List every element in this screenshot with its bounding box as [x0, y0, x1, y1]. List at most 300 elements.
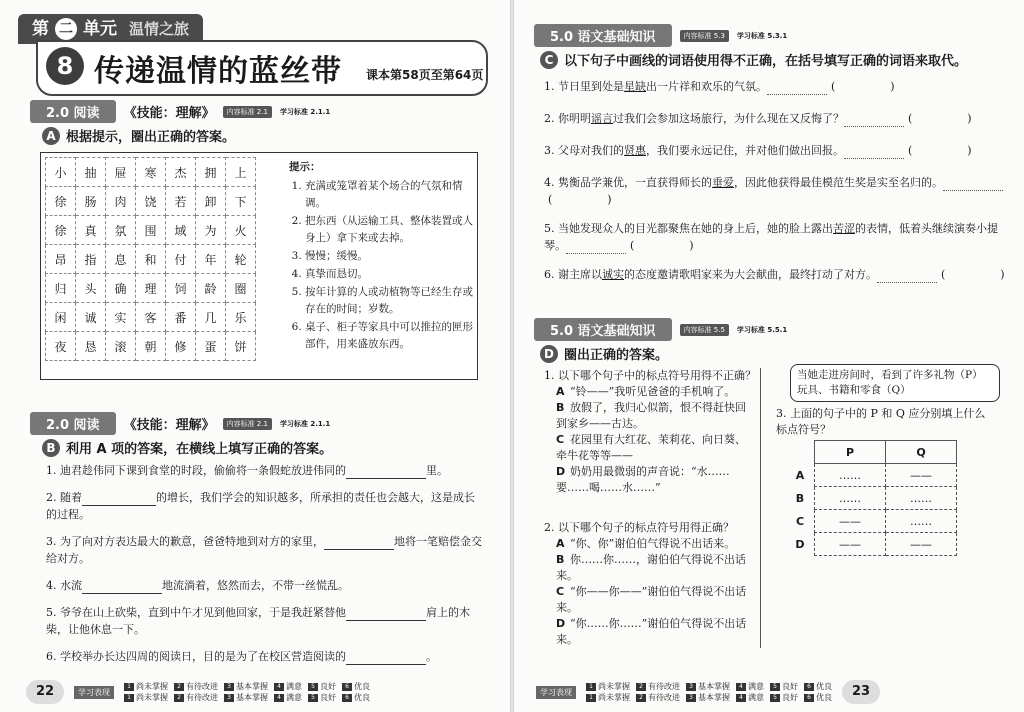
option-list	[544, 536, 756, 648]
rating-box-icon: 3	[686, 694, 696, 702]
answer-bracket[interactable]: ( )	[941, 268, 1005, 281]
underlined-word: 星缺	[624, 80, 646, 93]
grid-cell[interactable]: 若	[166, 187, 196, 216]
rating-item[interactable]	[124, 681, 168, 692]
rating-item[interactable]	[174, 692, 218, 703]
sentence-text: 的态度邀请歌唱家来为大会献曲，最终打动了对方。	[624, 268, 877, 281]
question-text: 的增长，我们学会的知识越多，所承担的责任也会越大，这是成长的过程。	[46, 491, 475, 521]
rating-item[interactable]	[174, 681, 218, 692]
pq-header: Q	[886, 441, 957, 464]
rating-label: 基本掌握	[698, 693, 730, 702]
question-text: 以下哪个句子中的标点符号用得不正确？	[558, 369, 756, 382]
option-text: 花园里有大红花、茉莉花、向日葵、牵牛花等等——	[556, 433, 746, 462]
option-item[interactable]	[544, 432, 756, 464]
underlined-word: 苦涩	[833, 222, 855, 235]
sentence-box: 当她走进房间时，看到了许多礼物（P）玩具、书籍和零食（Q）	[790, 364, 1000, 402]
grid-cell[interactable]: 理	[136, 274, 166, 303]
learning-standard: 学习标准 5.3.1	[736, 31, 788, 40]
rating-item[interactable]	[736, 692, 764, 703]
rating-item[interactable]	[686, 681, 730, 692]
pq-p-value: ……	[815, 487, 886, 510]
hint-item: 4. 真挚而恳切。	[305, 266, 473, 283]
item-number: 2.	[544, 112, 558, 125]
grid-cell[interactable]: 归	[46, 274, 76, 303]
grid-cell[interactable]: 火	[226, 216, 256, 245]
option-key: A	[556, 537, 565, 550]
rating-label: 基本掌握	[236, 693, 268, 702]
pq-row[interactable]	[786, 510, 957, 533]
footer-label: 学习表现	[74, 686, 114, 699]
lesson-number: 8	[46, 47, 84, 85]
grid-cell[interactable]: 下	[226, 187, 256, 216]
section-a-instruction	[42, 126, 235, 145]
content-standard: 内容标准 5.5	[680, 324, 729, 336]
instruction-text: 利用 A 项的答案，在横线上填写正确的答案。	[66, 442, 333, 457]
option-item[interactable]	[544, 536, 756, 552]
rating-box-icon: 2	[636, 683, 646, 691]
rating-item[interactable]	[308, 681, 336, 692]
pq-option-key: A	[795, 468, 805, 482]
grid-cell[interactable]: 拥	[196, 158, 226, 187]
rating-box-icon: 4	[736, 683, 746, 691]
grid-cell[interactable]: 徐	[46, 216, 76, 245]
correction-item	[544, 220, 1006, 254]
section-tag: 2.0 阅读	[30, 412, 116, 435]
lesson-pages: 课本第58页至第64页	[366, 68, 484, 82]
answer-dots[interactable]	[877, 270, 937, 283]
grid-cell[interactable]: 屉	[106, 158, 136, 187]
option-item[interactable]	[544, 384, 756, 400]
section-c-header	[534, 24, 787, 47]
rating-box-icon: 2	[174, 694, 184, 702]
rating-label: 满意	[748, 693, 764, 702]
rating-label: 有待改进	[186, 693, 218, 702]
grid-cell[interactable]: 诚	[76, 303, 106, 332]
rating-item[interactable]	[770, 692, 798, 703]
footer-label: 学习表现	[536, 686, 576, 699]
rating-label: 有待改进	[186, 682, 218, 691]
answer-blank[interactable]	[346, 465, 426, 479]
rating-box-icon: 1	[124, 683, 134, 691]
option-key: D	[556, 465, 566, 478]
section-d-instruction	[540, 344, 668, 363]
section-letter: D	[540, 345, 558, 363]
instruction-text: 根据提示，圈出正确的答案。	[66, 130, 236, 145]
grid-row	[46, 216, 256, 245]
grid-cell[interactable]: 圈	[226, 274, 256, 303]
fill-blank-item: 3. 为了向对方表达最大的歉意，爸爸特地到对方的家里， 地将一笔赔偿金交给对方。	[46, 535, 482, 565]
pq-header-row	[786, 441, 957, 464]
grid-cell[interactable]: 龄	[196, 274, 226, 303]
grid-cell[interactable]: 饶	[136, 187, 166, 216]
rating-item[interactable]	[686, 692, 730, 703]
section-tag: 2.0 阅读	[30, 100, 116, 123]
item-number: 1.	[544, 80, 558, 93]
pq-row[interactable]	[786, 533, 957, 556]
sentence-text: 过我们会参加这场旅行，为什么现在又反悔了？	[613, 112, 844, 125]
item-number: 5.	[544, 222, 558, 235]
unit-banner	[18, 14, 484, 92]
rating-box-icon: 6	[804, 683, 814, 691]
unit-label-post: 单元	[83, 19, 117, 39]
grid-cell[interactable]: 寒	[136, 158, 166, 187]
rating-label: 尚未掌握	[136, 682, 168, 691]
rating-item[interactable]	[804, 692, 832, 703]
question-text: 上面的句子中的 P 和 Q 应分别填上什么标点符号？	[776, 407, 986, 436]
question-text: 地将一笔赔偿金交给对方。	[46, 535, 482, 565]
grid-cell[interactable]: 为	[196, 216, 226, 245]
pq-option-key: D	[795, 537, 805, 551]
page-footer	[26, 680, 370, 704]
pq-q-value: ……	[886, 510, 957, 533]
rating-box-icon: 4	[274, 683, 284, 691]
rating-item[interactable]	[770, 681, 798, 692]
correction-item	[544, 266, 1006, 283]
grid-cell[interactable]: 围	[136, 216, 166, 245]
fill-blank-item: 2. 随着 的增长，我们学会的知识越多，所承担的责任也会越大，这是成长的过程。	[46, 491, 475, 521]
option-text: 你……你……，谢伯伯气得说不出话来。	[556, 553, 746, 582]
right-page	[514, 0, 1024, 712]
learning-standard: 学习标准 5.5.1	[736, 325, 788, 334]
word-search-grid	[45, 157, 256, 361]
content-standard: 内容标准 2.1	[223, 418, 272, 430]
rating-box-icon: 5	[770, 694, 780, 702]
grid-row	[46, 245, 256, 274]
option-text: “你、你”谢伯伯气得说不出话来。	[570, 537, 736, 550]
rating-item[interactable]	[636, 681, 680, 692]
rating-box-icon: 6	[342, 683, 352, 691]
rating-box-icon: 1	[124, 694, 134, 702]
grid-cell[interactable]: 和	[136, 245, 166, 274]
grid-cell[interactable]: 头	[76, 274, 106, 303]
pq-q-value: ——	[886, 464, 957, 487]
answer-bracket[interactable]: ( )	[548, 193, 612, 206]
unit-theme: 温情之旅	[129, 20, 190, 38]
unit-label: 第	[32, 19, 49, 39]
grid-cell[interactable]: 付	[166, 245, 196, 274]
rating-item[interactable]	[636, 692, 680, 703]
fill-blank-item: 1. 迪君趁伟同下课到食堂的时段，偷偷将一条假蛇放进伟同的 里。	[46, 464, 448, 477]
answer-bracket[interactable]: ( )	[831, 80, 895, 93]
sentence-text: ，因此他获得最佳模范生奖是实至名归的。	[734, 176, 943, 189]
page-number: 23	[842, 680, 880, 704]
answer-blank[interactable]	[324, 536, 394, 550]
grid-row	[46, 187, 256, 216]
underlined-word: 贤惠	[624, 144, 646, 157]
grid-row	[46, 332, 256, 361]
learning-standard: 学习标准 2.1.1	[279, 107, 331, 116]
answer-dots[interactable]	[767, 82, 827, 95]
sentence-text: 当她发现众人的目光都聚焦在她的身上后，她的脸上露出	[558, 222, 833, 235]
rating-label: 满意	[286, 682, 302, 691]
grid-row	[46, 158, 256, 187]
pq-row[interactable]	[786, 464, 957, 487]
pq-corner	[786, 441, 815, 464]
rating-label: 优良	[354, 693, 370, 702]
grid-cell[interactable]: 卸	[196, 187, 226, 216]
grid-cell[interactable]: 氛	[106, 216, 136, 245]
rating-item[interactable]	[342, 692, 370, 703]
instruction-text: 以下句子中画线的词语使用得不正确，在括号填写正确的词语来取代。	[564, 54, 968, 69]
grid-row	[46, 274, 256, 303]
correction-item	[544, 142, 1006, 159]
answer-bracket[interactable]: ( )	[630, 239, 694, 252]
rating-box-icon: 2	[636, 694, 646, 702]
question-d1	[544, 368, 756, 496]
pq-p-value: ——	[815, 510, 886, 533]
rating-item[interactable]	[586, 692, 630, 703]
instruction-text: 圈出正确的答案。	[564, 348, 669, 363]
grid-cell[interactable]: 杰	[166, 158, 196, 187]
rating-label: 良好	[320, 682, 336, 691]
rating-box-icon: 6	[804, 694, 814, 702]
grid-cell[interactable]: 闲	[46, 303, 76, 332]
rating-label: 良好	[782, 682, 798, 691]
fill-blank-item: 4. 水流 地流淌着，悠然而去，不带一丝慌乱。	[46, 579, 349, 592]
option-key: C	[556, 433, 565, 446]
grid-cell[interactable]: 昂	[46, 245, 76, 274]
pq-q-value: ……	[886, 487, 957, 510]
skill-label: 《技能：理解》	[123, 106, 215, 121]
rating-row	[124, 681, 370, 692]
option-item[interactable]	[544, 616, 756, 648]
question-d3: 3. 上面的句子中的 P 和 Q 应分别填上什么标点符号？	[776, 407, 986, 436]
question-text: 肩上的木柴，让他休息一下。	[46, 606, 470, 636]
option-text: 奶奶用最微弱的声音说：“水……要……喝……水……”	[556, 465, 730, 494]
answer-blank[interactable]	[346, 607, 426, 621]
grid-cell[interactable]: 小	[46, 158, 76, 187]
section-tag: 5.0 语文基础知识	[534, 318, 672, 341]
item-number: 3.	[544, 144, 558, 157]
rating-label: 尚未掌握	[136, 693, 168, 702]
rating-legend	[124, 681, 370, 703]
section-c-instruction	[540, 50, 967, 69]
sentence-text: 节日里到处是	[558, 80, 624, 93]
section-d-header	[534, 318, 787, 341]
question-stem: 2. 以下哪个句子的标点符号用得正确？	[544, 521, 734, 534]
hint-item: 1. 充满或笼罩着某个场合的气氛和情调。	[305, 178, 473, 212]
grid-cell[interactable]: 息	[106, 245, 136, 274]
hint-list	[289, 178, 473, 353]
question-text: 迪君趁伟同下课到食堂的时段，偷偷将一条假蛇放进伟同的	[60, 464, 346, 477]
hint-item: 5. 按年计算的人或动植物等已经生存或存在的时间；岁数。	[305, 284, 473, 318]
answer-dots[interactable]	[566, 241, 626, 254]
pq-p-value: ……	[815, 464, 886, 487]
option-key: B	[556, 553, 565, 566]
grid-cell[interactable]: 肉	[106, 187, 136, 216]
rating-label: 有待改进	[648, 693, 680, 702]
rating-item[interactable]	[586, 681, 630, 692]
rating-label: 优良	[816, 693, 832, 702]
section-b-header	[30, 412, 330, 435]
answer-dots[interactable]	[844, 114, 904, 127]
option-list	[544, 384, 756, 496]
underlined-word: 诚实	[602, 268, 624, 281]
grid-cell[interactable]: 上	[226, 158, 256, 187]
grid-cell[interactable]: 实	[106, 303, 136, 332]
pq-q-value: ——	[886, 533, 957, 556]
rating-row	[586, 681, 832, 692]
grid-cell[interactable]: 几	[196, 303, 226, 332]
rating-box-icon: 2	[174, 683, 184, 691]
rating-item[interactable]	[342, 681, 370, 692]
option-text: “你……你……”谢伯伯气得说不出话来。	[556, 617, 747, 646]
grid-cell[interactable]: 夜	[46, 332, 76, 361]
grid-cell[interactable]: 年	[196, 245, 226, 274]
fill-blank-item: 6. 学校举办长达四周的阅读日，目的是为了在校区营造阅读的 。	[46, 650, 437, 663]
option-item[interactable]	[544, 400, 756, 432]
sentence-text: 父母对我们的	[558, 144, 624, 157]
learning-standard: 学习标准 2.1.1	[279, 419, 331, 428]
word-search-panel	[40, 152, 478, 380]
grid-cell[interactable]: 朝	[136, 332, 166, 361]
answer-blank[interactable]	[82, 492, 156, 506]
grid-cell[interactable]: 蛋	[196, 332, 226, 361]
rating-box-icon: 5	[308, 694, 318, 702]
rating-legend	[586, 681, 832, 703]
question-text: 。	[426, 650, 437, 663]
option-key: B	[556, 401, 565, 414]
hint-box	[289, 159, 473, 354]
grid-cell[interactable]: 真	[76, 216, 106, 245]
answer-blank[interactable]	[346, 651, 426, 665]
grid-cell[interactable]: 指	[76, 245, 106, 274]
left-page	[0, 0, 510, 712]
rating-label: 尚未掌握	[598, 693, 630, 702]
content-standard: 内容标准 2.1	[223, 106, 272, 118]
item-number: 6.	[544, 268, 558, 281]
answer-bracket[interactable]: ( )	[908, 144, 972, 157]
question-text: 为了向对方表达最大的歉意，爸爸特地到对方的家里，	[60, 535, 324, 548]
rating-label: 优良	[354, 682, 370, 691]
grid-cell[interactable]: 域	[166, 216, 196, 245]
question-text: 里。	[426, 464, 448, 477]
answer-dots[interactable]	[844, 146, 904, 159]
rating-label: 尚未掌握	[598, 682, 630, 691]
rating-box-icon: 3	[686, 683, 696, 691]
option-item[interactable]	[544, 584, 756, 616]
pq-p-value: ——	[815, 533, 886, 556]
rating-item[interactable]	[274, 692, 302, 703]
rating-label: 良好	[782, 693, 798, 702]
question-d2	[544, 520, 756, 648]
rating-box-icon: 6	[342, 694, 352, 702]
fill-blank-list	[46, 462, 482, 665]
grid-cell[interactable]: 徐	[46, 187, 76, 216]
pq-row[interactable]	[786, 487, 957, 510]
rating-item[interactable]	[308, 692, 336, 703]
answer-bracket[interactable]: ( )	[908, 112, 972, 125]
rating-box-icon: 3	[224, 683, 234, 691]
hint-item: 3. 慢慢；缓慢。	[305, 248, 473, 265]
grid-cell[interactable]: 确	[106, 274, 136, 303]
option-key: D	[556, 617, 566, 630]
sentence-text: 隽衡品学兼优，一直获得师长的	[558, 176, 712, 189]
hint-item: 2. 把东西（从运输工具、整体装置或人身上）拿下来或去掉。	[305, 213, 473, 247]
rating-item[interactable]	[224, 692, 268, 703]
answer-blank[interactable]	[82, 580, 162, 594]
grid-cell[interactable]: 番	[166, 303, 196, 332]
section-letter: C	[540, 51, 558, 69]
rating-box-icon: 5	[308, 683, 318, 691]
rating-label: 满意	[748, 682, 764, 691]
rating-box-icon: 4	[274, 694, 284, 702]
question-text: 地流淌着，悠然而去，不带一丝慌乱。	[162, 579, 349, 592]
sentence-text: 谢主席以	[558, 268, 602, 281]
rating-item[interactable]	[124, 692, 168, 703]
question-text: 水流	[60, 579, 82, 592]
correction-item	[544, 78, 1006, 95]
rating-item[interactable]	[224, 681, 268, 692]
grid-cell[interactable]: 饼	[226, 332, 256, 361]
option-item[interactable]	[544, 552, 756, 584]
unit-number: 二	[55, 18, 77, 40]
hint-label: 提示：	[289, 161, 321, 173]
option-key: C	[556, 585, 565, 598]
sentence-text: 出一片祥和欢乐的气氛。	[646, 80, 767, 93]
pq-choices	[786, 440, 957, 556]
rating-label: 优良	[816, 682, 832, 691]
grid-cell[interactable]: 修	[166, 332, 196, 361]
grid-cell[interactable]: 乐	[226, 303, 256, 332]
grid-cell[interactable]: 客	[136, 303, 166, 332]
rating-label: 良好	[320, 693, 336, 702]
page-footer	[536, 680, 880, 704]
rating-box-icon: 1	[586, 683, 596, 691]
option-item[interactable]	[544, 464, 756, 496]
grid-row	[46, 303, 256, 332]
rating-row	[124, 692, 370, 703]
pq-option-key: B	[795, 491, 805, 505]
option-text: 放假了，我归心似箭，恨不得赶快回到家乡——古达。	[556, 401, 746, 430]
grid-cell[interactable]: 肠	[76, 187, 106, 216]
rating-item[interactable]	[804, 681, 832, 692]
rating-box-icon: 4	[736, 694, 746, 702]
question-text: 学校举办长达四周的阅读日，目的是为了在校区营造阅读的	[60, 650, 346, 663]
item-number: 4.	[544, 176, 558, 189]
grid-cell[interactable]: 恳	[76, 332, 106, 361]
section-letter: A	[42, 127, 60, 145]
answer-dots[interactable]	[943, 178, 1003, 191]
rating-item[interactable]	[736, 681, 764, 692]
grid-cell[interactable]: 滚	[106, 332, 136, 361]
pq-table	[786, 440, 957, 556]
underlined-word: 垂爱	[712, 176, 734, 189]
fill-blank-item: 5. 爷爷在山上砍柴，直到中午才见到他回家，于是我赶紧替他 肩上的木柴，让他休息一下。	[46, 606, 470, 636]
question-stem: 1. 以下哪个句子中的标点符号用得不正确？	[544, 369, 756, 382]
rating-box-icon: 3	[224, 694, 234, 702]
pq-option-key: C	[795, 514, 805, 528]
option-text: “你——你——”谢伯伯气得说不出话来。	[556, 585, 747, 614]
rating-item[interactable]	[274, 681, 302, 692]
question-text: 以下哪个句子的标点符号用得正确？	[558, 521, 734, 534]
section-letter: B	[42, 439, 60, 457]
rating-label: 满意	[286, 693, 302, 702]
rating-label: 基本掌握	[236, 682, 268, 691]
grid-cell[interactable]: 抽	[76, 158, 106, 187]
rating-label: 有待改进	[648, 682, 680, 691]
correction-list	[544, 78, 1006, 298]
grid-cell[interactable]: 饲	[166, 274, 196, 303]
rating-label: 基本掌握	[698, 682, 730, 691]
grid-cell[interactable]: 轮	[226, 245, 256, 274]
option-text: “铃——”我听见爸爸的手机响了。	[570, 385, 736, 398]
option-key: A	[556, 385, 565, 398]
sentence-text: ，我们要永远记住，并对他们做出回报。	[646, 144, 844, 157]
rating-box-icon: 1	[586, 694, 596, 702]
question-text: 随着	[60, 491, 82, 504]
rating-row	[586, 692, 832, 703]
